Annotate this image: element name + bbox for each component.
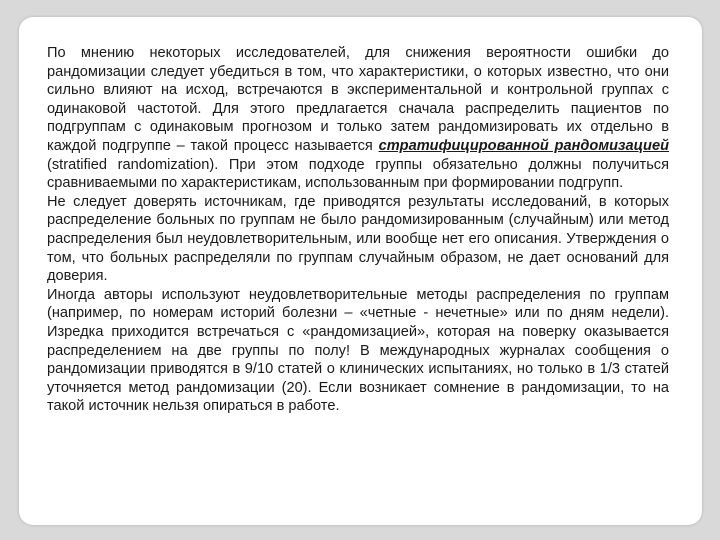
paragraph-trust: Не следует доверять источникам, где приводятся результаты исследований, в которых распределение больных по группам не было рандомизированным (случайным) или метод распределения был неудовлетворительным, или вообще нет его описания. Утверждения о том, что больных распределяли по группам случайным образом, не дает оснований для доверия. [47,193,669,285]
paragraph-stratification [47,44,669,193]
paragraph-stratification-intro: По мнению некоторых исследователей, для снижения вероятности ошибки до рандомизации следует убедиться в том, что характеристики, о которых известно, что они сильно влияют на исход, встречаются в экспериментальной и контрольной группах с одинаковой частотой. Для этого предлагается сначала распределить пациентов по подгруппам с одинаковым прогнозом и только затем рандомизировать их отдельно в каждой подгруппе – такой процесс называется [47,45,669,154]
paragraph-methods: Иногда авторы используют неудовлетворительные методы распределения по группам (например, по номерам историй болезни – «четные - нечетные» или по дням недели). Изредка приходится встречаться с «рандомизацией», которая на поверку оказывается распределением на две группы по полу! В международных журналах сообщения о рандомизации приводятся в 9/10 статей о клинических испытаниях, но только в 1/3 статей уточняется метод рандомизации (20). Если возникает сомнение в рандомизации, то на такой источник нельзя опираться в работе. [47,286,669,415]
stratified-randomization-term: стратифицированной рандомизацией [378,137,669,154]
text-block [47,44,669,416]
paragraph-stratification-rest: (stratified randomization). При этом подходе группы обязательно должны получиться сравниваемыми по характеристикам, использованным при формировании подгрупп. [47,156,669,192]
